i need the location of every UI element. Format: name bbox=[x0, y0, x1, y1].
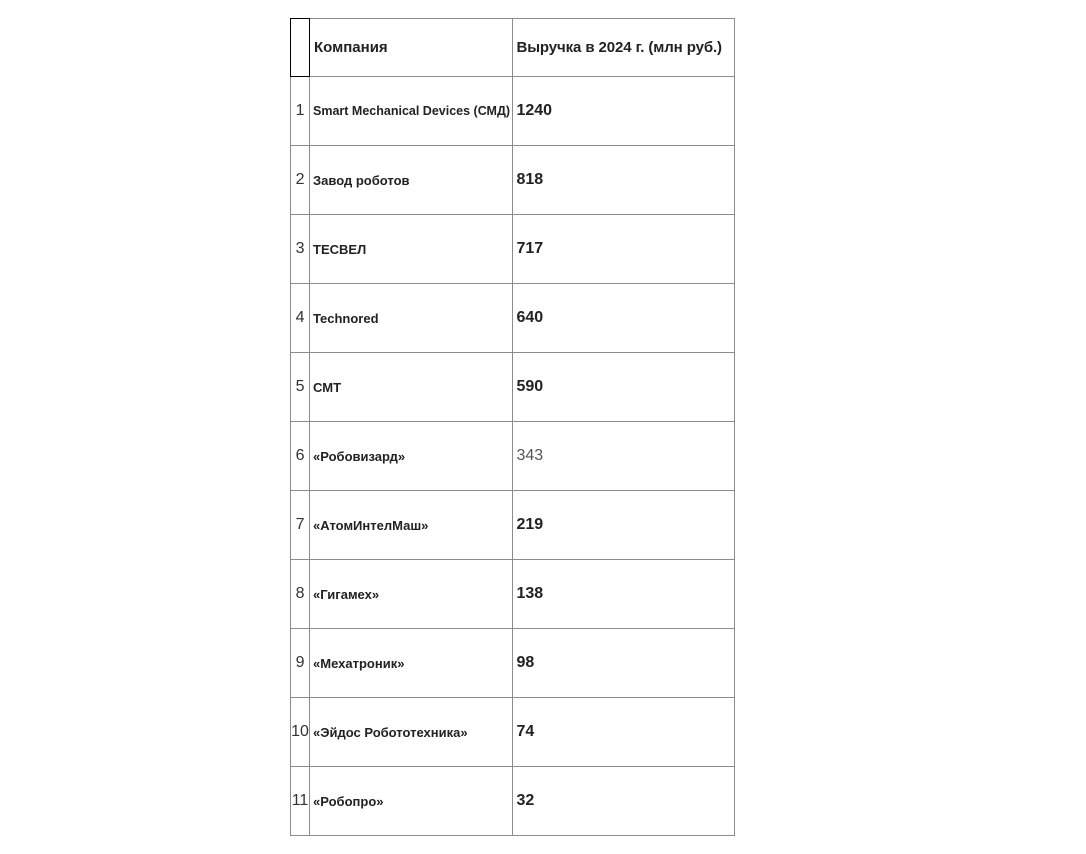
row-number: 6 bbox=[291, 422, 310, 491]
company-name: «Гигамех» bbox=[310, 560, 513, 629]
table-row bbox=[291, 491, 735, 560]
row-number: 3 bbox=[291, 215, 310, 284]
row-number: 2 bbox=[291, 146, 310, 215]
table-row bbox=[291, 284, 735, 353]
revenue-value: 343 bbox=[513, 422, 735, 491]
row-number: 10 bbox=[291, 698, 310, 767]
revenue-value: 219 bbox=[513, 491, 735, 560]
table-row bbox=[291, 698, 735, 767]
table-row bbox=[291, 629, 735, 698]
company-name: Technored bbox=[310, 284, 513, 353]
table-row bbox=[291, 353, 735, 422]
table-row bbox=[291, 215, 735, 284]
revenue-value: 717 bbox=[513, 215, 735, 284]
table-header-row bbox=[291, 19, 735, 77]
revenue-value: 98 bbox=[513, 629, 735, 698]
revenue-value: 32 bbox=[513, 767, 735, 836]
revenue-value: 640 bbox=[513, 284, 735, 353]
row-number: 11 bbox=[291, 767, 310, 836]
row-number: 1 bbox=[291, 77, 310, 146]
company-name: «Эйдос Робототехника» bbox=[310, 698, 513, 767]
revenue-value: 138 bbox=[513, 560, 735, 629]
revenue-value: 818 bbox=[513, 146, 735, 215]
row-number: 8 bbox=[291, 560, 310, 629]
row-number: 5 bbox=[291, 353, 310, 422]
company-name: «Мехатроник» bbox=[310, 629, 513, 698]
revenue-value: 74 bbox=[513, 698, 735, 767]
header-revenue-cell: Выручка в 2024 г. (млн руб.) bbox=[513, 19, 735, 77]
company-name: Завод роботов bbox=[310, 146, 513, 215]
row-number: 4 bbox=[291, 284, 310, 353]
table-row bbox=[291, 560, 735, 629]
revenue-value: 1240 bbox=[513, 77, 735, 146]
row-number: 7 bbox=[291, 491, 310, 560]
table-row bbox=[291, 77, 735, 146]
company-name: ТЕСВЕЛ bbox=[310, 215, 513, 284]
table-row bbox=[291, 422, 735, 491]
revenue-table bbox=[290, 18, 735, 836]
company-name: Smart Mechanical Devices (СМД) bbox=[310, 77, 513, 146]
revenue-value: 590 bbox=[513, 353, 735, 422]
company-name: «АтомИнтелМаш» bbox=[310, 491, 513, 560]
row-number: 9 bbox=[291, 629, 310, 698]
table-row bbox=[291, 146, 735, 215]
header-index-cell bbox=[291, 19, 310, 77]
company-name: «Робопро» bbox=[310, 767, 513, 836]
company-name: СМТ bbox=[310, 353, 513, 422]
header-company-cell: Компания bbox=[310, 19, 513, 77]
table-row bbox=[291, 767, 735, 836]
company-name: «Робовизард» bbox=[310, 422, 513, 491]
